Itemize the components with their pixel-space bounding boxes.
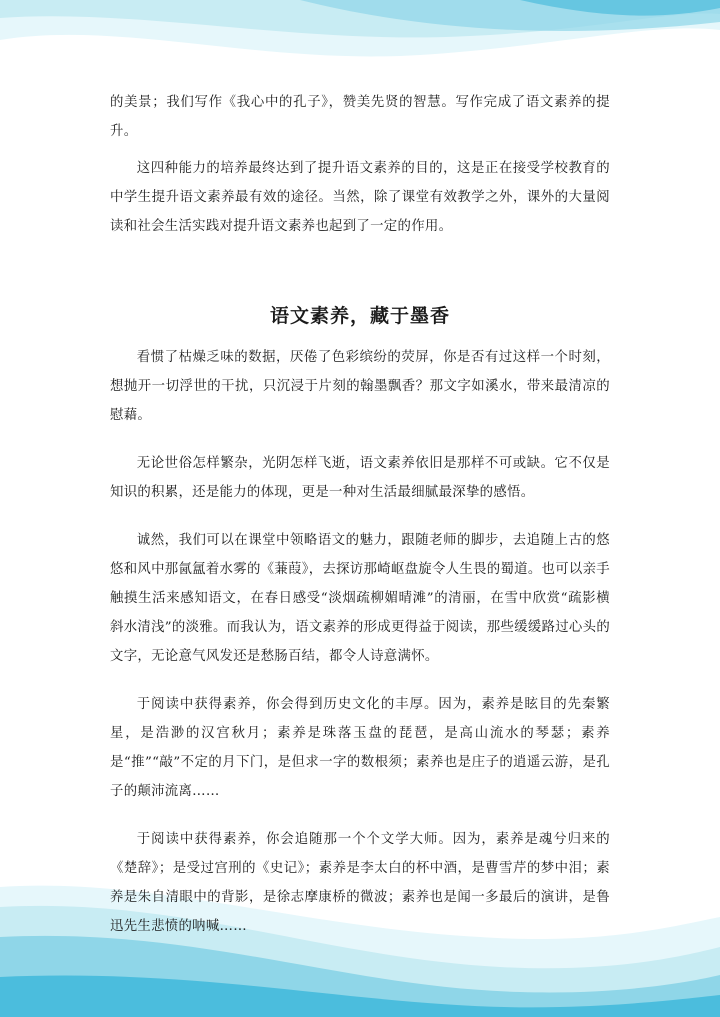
essay-section xyxy=(110,343,610,941)
document-body xyxy=(110,88,610,960)
essay-paragraph: 无论世俗怎样繁杂，光阴怎样飞逝，语文素养依旧是那样不可或缺。它不仅是知识的积累，还是能力的体现，更是一种对生活最细腻最深挚的感悟。 xyxy=(110,456,610,500)
essay-paragraph: 诚然，我们可以在课堂中领略语文的魅力，跟随老师的脚步，去追随上古的悠悠和风中那氤氲着水雾的《蒹葭》，去探访那崎岖盘旋令人生畏的蜀道。也可以亲手触摸生活来感知语文，在春日感受“淡烟疏柳媚晴滩”的清丽，在雪中欣赏“疏影横斜水清浅”的淡雅。而我认为，语文素养的形成更得益于阅读，那些缓缓路过心头的文字，无论意气风发还是愁肠百结，都令人诗意满怀。 xyxy=(110,533,611,664)
essay-paragraph: 于阅读中获得素养，你会追随那一个个文学大师。因为，素养是魂兮归来的《楚辞》；是受过宫刑的《史记》；素养是李太白的杯中酒，是曹雪芹的梦中泪；素养是朱自清眼中的背影，是徐志摩康桥的微波；素养也是闻一多最后的演讲，是鲁迅先生悲愤的呐喊…… xyxy=(110,832,610,934)
essay-paragraph: 看惯了枯燥乏味的数据，厌倦了色彩缤纷的荧屏，你是否有过这样一个时刻，想抛开一切浮世的干扰，只沉浸于片刻的翰墨飘香？那文字如溪水，带来最清凉的慰藉。 xyxy=(110,350,610,423)
top-wave-decoration xyxy=(0,0,720,90)
section-title: 语文素养，藏于墨香 xyxy=(269,305,450,327)
essay-paragraph: 于阅读中获得素养，你会得到历史文化的丰厚。因为，素养是眩目的先秦繁星，是浩渺的汉宫秋月；素养是珠落玉盘的琵琶，是高山流水的琴瑟；素养是“推”“敲”不定的月下门，是但求一字的数根须；素养也是庄子的逍遥云游，是孔子的颠沛流离…… xyxy=(110,697,610,799)
intro-paragraph: 这四种能力的培养最终达到了提升语文素养的目的，这是正在接受学校教育的中学生提升语文素养最有效的途径。当然，除了课堂有效教学之外，课外的大量阅读和社会生活实践对提升语文素养也起到了一定的作用。 xyxy=(110,161,610,234)
intro-paragraph-continued: 的美景；我们写作《我心中的孔子》，赞美先贤的智慧。写作完成了语文素养的提升。 xyxy=(110,95,610,139)
